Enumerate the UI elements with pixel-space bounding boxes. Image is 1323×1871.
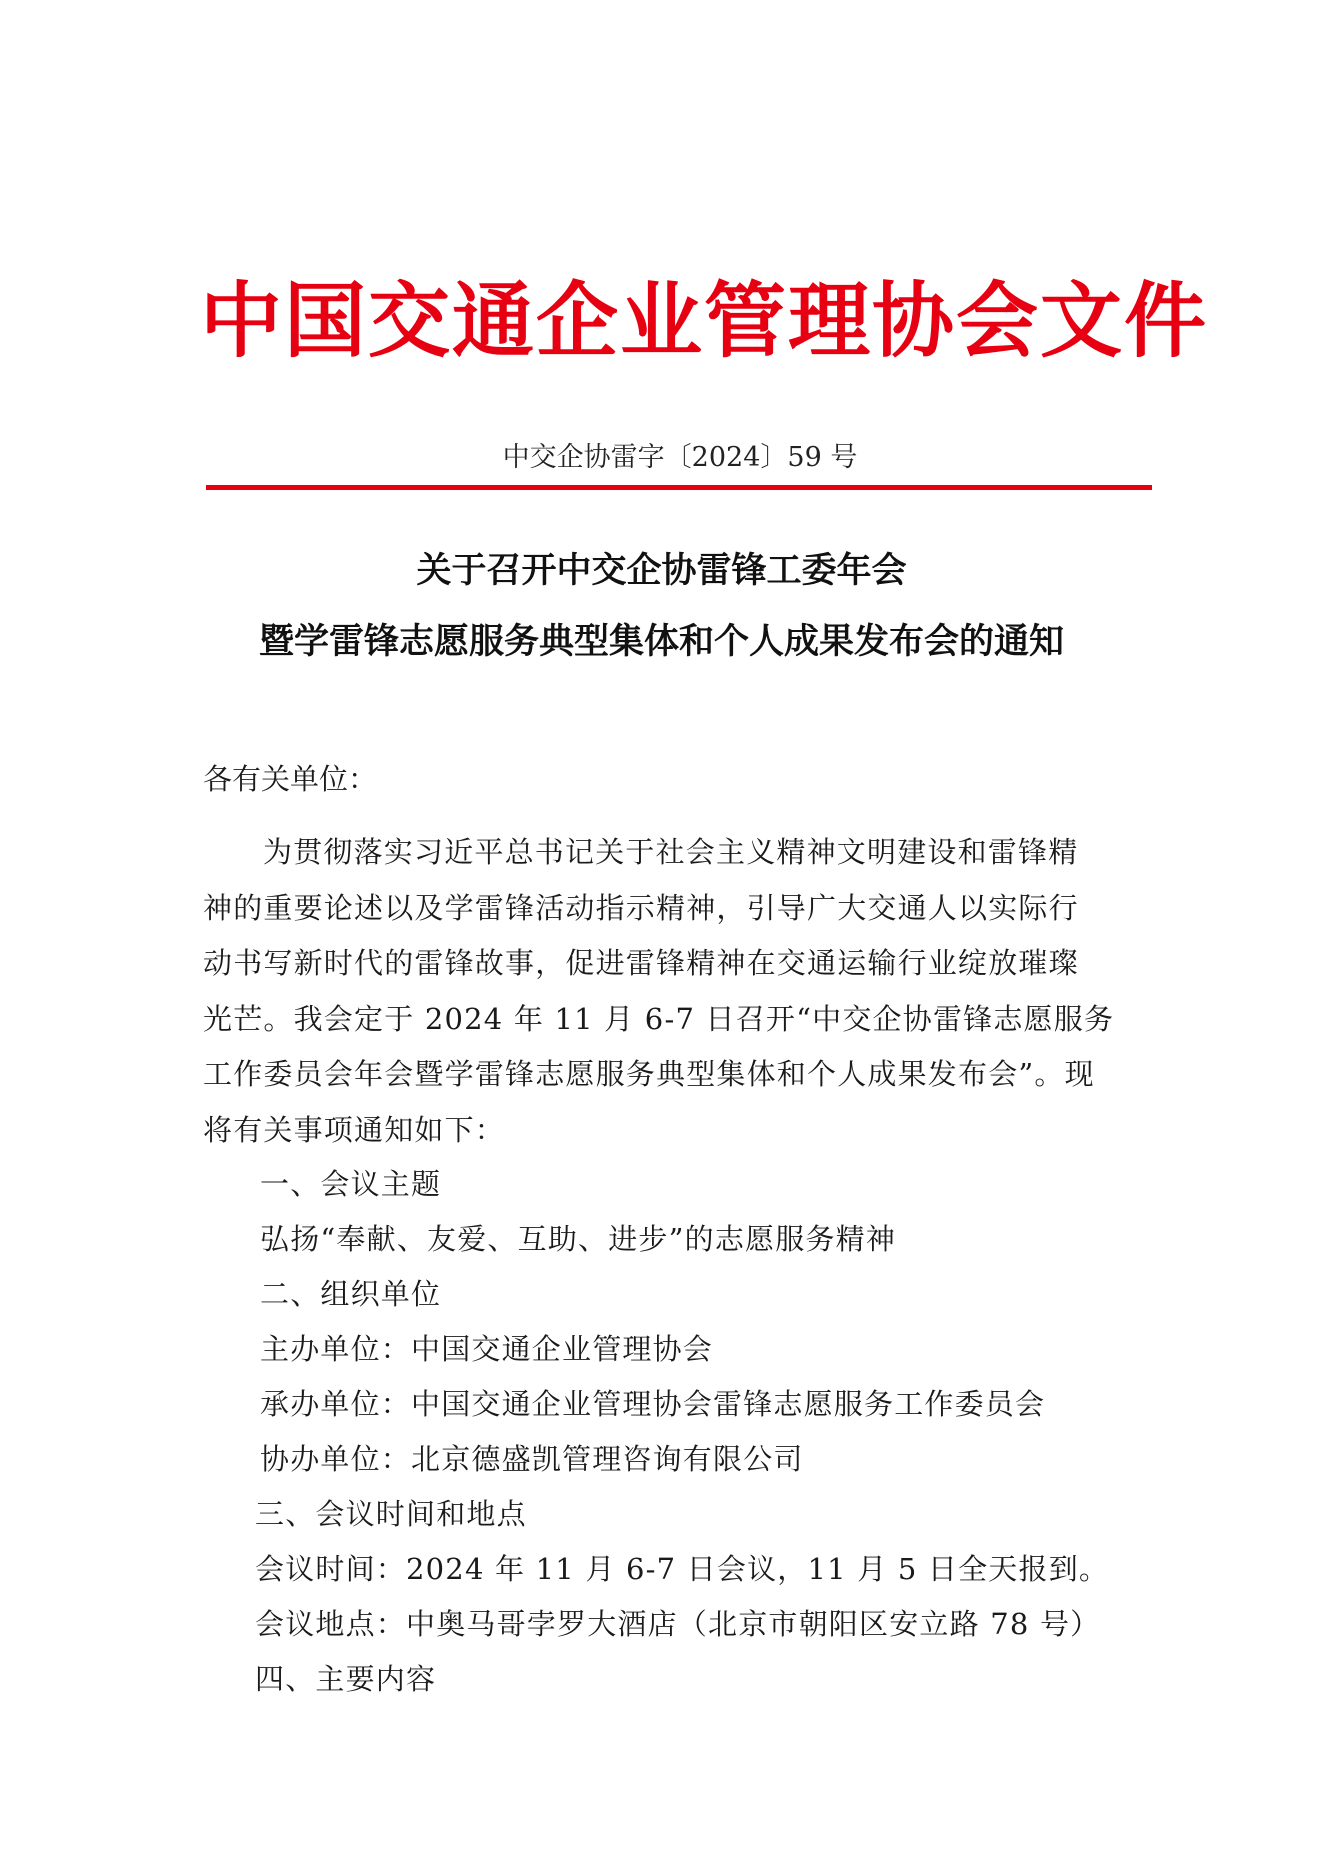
- meeting-time: 会议时间：2024 年 11 月 6-7 日会议，11 月 5 日全天报到。: [255, 1552, 1110, 1586]
- intro-line: 工作委员会年会暨学雷锋志愿服务典型集体和个人成果发布会”。现: [203, 1057, 1095, 1091]
- section-1-heading: 一、会议主题: [260, 1167, 442, 1201]
- notice-title-line-2: 暨学雷锋志愿服务典型集体和个人成果发布会的通知: [258, 622, 1064, 662]
- intro-line: 将有关事项通知如下：: [203, 1112, 506, 1147]
- coorganizer-unit: 协办单位：北京德盛凯管理咨询有限公司: [260, 1442, 804, 1476]
- meeting-place: 会议地点：中奥马哥孛罗大酒店（北京市朝阳区安立路 78 号）: [255, 1607, 1101, 1641]
- document-number: 中交企协雷字〔2024〕59 号: [502, 442, 858, 473]
- red-divider-line: [206, 485, 1152, 490]
- organizer-unit: 承办单位：中国交通企业管理协会雷锋志愿服务工作委员会: [260, 1387, 1046, 1421]
- section-2-heading: 二、组织单位: [260, 1277, 442, 1311]
- section-3-heading: 三、会议时间和地点: [255, 1497, 527, 1531]
- host-unit: 主办单位：中国交通企业管理协会: [260, 1332, 714, 1366]
- intro-line: 神的重要论述以及学雷锋活动指示精神，引导广大交通人以实际行: [203, 890, 1079, 925]
- salutation: 各有关单位：: [203, 762, 378, 796]
- section-1-theme: 弘扬“奉献、友爱、互助、进步”的志愿服务精神: [260, 1222, 897, 1256]
- notice-title-line-1: 关于召开中交企协雷锋工委年会: [416, 551, 907, 591]
- intro-paragraph: [203, 825, 1173, 1158]
- org-masthead-title: 中国交通企业管理协会文件: [200, 274, 1209, 369]
- intro-line: 为贯彻落实习近平总书记关于社会主义精神文明建设和雷锋精: [263, 835, 1079, 869]
- intro-line: 动书写新时代的雷锋故事，促进雷锋精神在交通运输行业绽放璀璨: [203, 946, 1079, 980]
- intro-line: 光芒。我会定于 2024 年 11 月 6-7 日召开“中交企协雷锋志愿服务: [203, 1001, 1115, 1036]
- section-4-heading: 四、主要内容: [255, 1662, 437, 1696]
